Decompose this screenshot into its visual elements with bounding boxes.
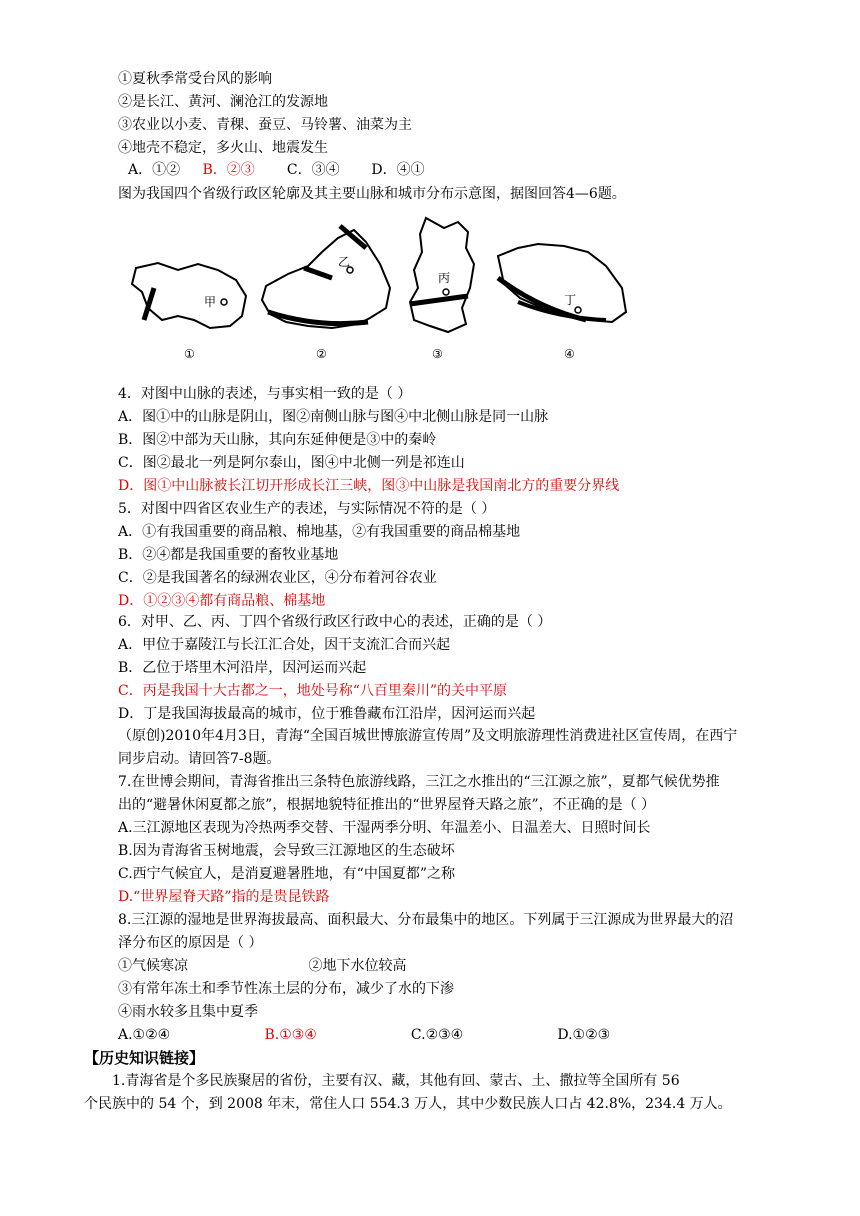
q6-option-c-answer: C．丙是我国十大古都之一，地处号称“八百里秦川”的关中平原	[118, 683, 508, 699]
history-heading: 【历史知识链接】	[84, 1049, 205, 1067]
intro-4-6: 图为我国四个省级行政区轮廓及其主要山脉和城市分布示意图，据图回答4—6题。	[118, 186, 626, 202]
q6-option-b: B．乙位于塔里木河沿岸，因河运而兴起	[118, 660, 367, 676]
q7-option-d-answer: D.“世界屋脊天路”指的是贵昆铁路	[118, 889, 330, 905]
q7-option-c: C.西宁气候宜人，是消夏避暑胜地，有“中国夏都”之称	[118, 866, 455, 882]
q5-option-b: B．②④都是我国重要的畜牧业基地	[118, 547, 339, 563]
q3-option-b-answer: B．②③	[202, 162, 255, 178]
q8-stem-line-2: 泽分布区的原因是（ ）	[118, 935, 263, 951]
q3-item-2: ②是长江、黄河、澜沧江的发源地	[118, 94, 328, 110]
q7-option-a: A.三江源地区表现为冷热两季交替、干湿两季分明、年温差小、日温差大、日照时间长	[118, 820, 651, 836]
intro-7-8-line-2: 同步启动。请回答7-8题。	[118, 751, 281, 767]
province-outlines-svg	[118, 208, 638, 368]
q5-option-d-answer: D．①②③④都有商品粮、棉基地	[118, 593, 326, 609]
q4-option-c: C．图②最北一列是阿尔泰山，图④中北侧一列是祁连山	[118, 455, 465, 471]
q3-option-d: D．④①	[371, 162, 425, 178]
q3-item-4: ④地壳不稳定，多火山、地震发生	[118, 140, 328, 156]
q8-stem-line-1: 8.三江源的湿地是世界海拔最高、面积最大、分布最集中的地区。下列属于三江源成为世界最大的沼	[118, 912, 734, 928]
q4-option-d-answer: D．图①中山脉被长江切开形成长江三峡，图③中山脉是我国南北方的重要分界线	[118, 478, 620, 494]
province-3-mountain	[410, 296, 468, 304]
province-2-middle-mountain	[304, 268, 332, 278]
q8-option-d: D.①②③	[557, 1027, 611, 1043]
q7-stem-line-1: 7.在世博会期间，青海省推出三条特色旅游线路，三江之水推出的“三江源之旅”，夏都气候优势推	[118, 774, 720, 790]
q8-option-b-answer: B.①③④	[264, 1027, 317, 1043]
q4-stem: 4．对图中山脉的表述，与事实相一致的是（ ）	[118, 386, 412, 402]
city-bing-dot	[443, 289, 449, 295]
q3-item-1: ①夏秋季常受台风的影响	[118, 71, 272, 87]
city-jia-dot	[221, 299, 227, 305]
city-ding-label: 丁	[564, 293, 577, 307]
q8-option-a: A.①②④	[118, 1027, 171, 1043]
map-label-2: ②	[316, 347, 327, 361]
q8-item-4: ④雨水较多且集中夏季	[118, 1004, 258, 1020]
q4-option-a: A．图①中的山脉是阴山，图②南侧山脉与图④中北侧山脉是同一山脉	[118, 409, 549, 425]
province-map-figure	[118, 208, 638, 368]
map-label-3: ③	[432, 347, 443, 361]
q8-item-3: ③有常年冻土和季节性冻土层的分布，减少了水的下渗	[118, 981, 454, 997]
intro-7-8-line-1: （原创)2010年4月3日，青海“全国百城世博旅游宣传周”及文明旅游理性消费进社区宣传周，在西宁	[118, 728, 738, 744]
q4-option-b: B．图②中部为天山脉，其向东延伸便是③中的秦岭	[118, 432, 437, 448]
q5-option-c: C．②是我国著名的绿洲农业区，④分布着河谷农业	[118, 570, 437, 586]
history-line-2: 个民族中的 54 个，到 2008 年末，常住人口 554.3 万人，其中少数民族人口占 42.8%，234.4 万人。	[84, 1096, 732, 1112]
city-jia-label: 甲	[204, 295, 217, 309]
q8-item-1: ①气候寒凉	[118, 958, 188, 974]
q8-option-c: C.②③④	[410, 1027, 464, 1043]
q8-items-row-1	[118, 955, 406, 977]
q6-stem: 6．对甲、乙、丙、丁四个省级行政区行政中心的表述，正确的是（ ）	[118, 614, 552, 630]
q5-option-a: A．①有我国重要的商品粮、棉地基，②有我国重要的商品棉基地	[118, 524, 521, 540]
q6-option-a: A．甲位于嘉陵江与长江汇合处，因干支流汇合而兴起	[118, 637, 451, 653]
history-line-1: 1.青海省是个多民族聚居的省份，主要有汉、藏，其他有回、蒙古、土、撒拉等全国所有 56	[112, 1073, 680, 1089]
q3-option-c: C．③④	[286, 162, 340, 178]
q5-stem: 5．对图中四省区农业生产的表述，与实际情况不符的是（ ）	[118, 501, 496, 517]
q3-item-3: ③农业以小麦、青稞、蚕豆、马铃薯、油菜为主	[118, 117, 412, 133]
city-ding-dot	[575, 307, 581, 313]
q8-item-2: ②地下水位较高	[308, 958, 407, 974]
q7-stem-line-2: 出的“避暑休闲夏都之旅”，根据地貌特征推出的“世界屋脊天路之旅”，不正确的是（ ）	[118, 797, 656, 813]
province-2-south-mountain	[268, 312, 368, 324]
q8-options	[118, 1024, 610, 1046]
q6-option-d: D．丁是我国海拔最高的城市，位于雅鲁藏布江沿岸，因河运而兴起	[118, 706, 536, 722]
q3-options	[128, 159, 441, 181]
city-yi-label: 乙	[338, 255, 351, 269]
map-label-1: ①	[184, 347, 195, 361]
city-bing-label: 丙	[438, 271, 451, 285]
q7-option-b: B.因为青海省玉树地震，会导致三江源地区的生态破坏	[118, 843, 455, 859]
map-label-4: ④	[564, 347, 575, 361]
q3-option-a: A．①②	[128, 162, 181, 178]
